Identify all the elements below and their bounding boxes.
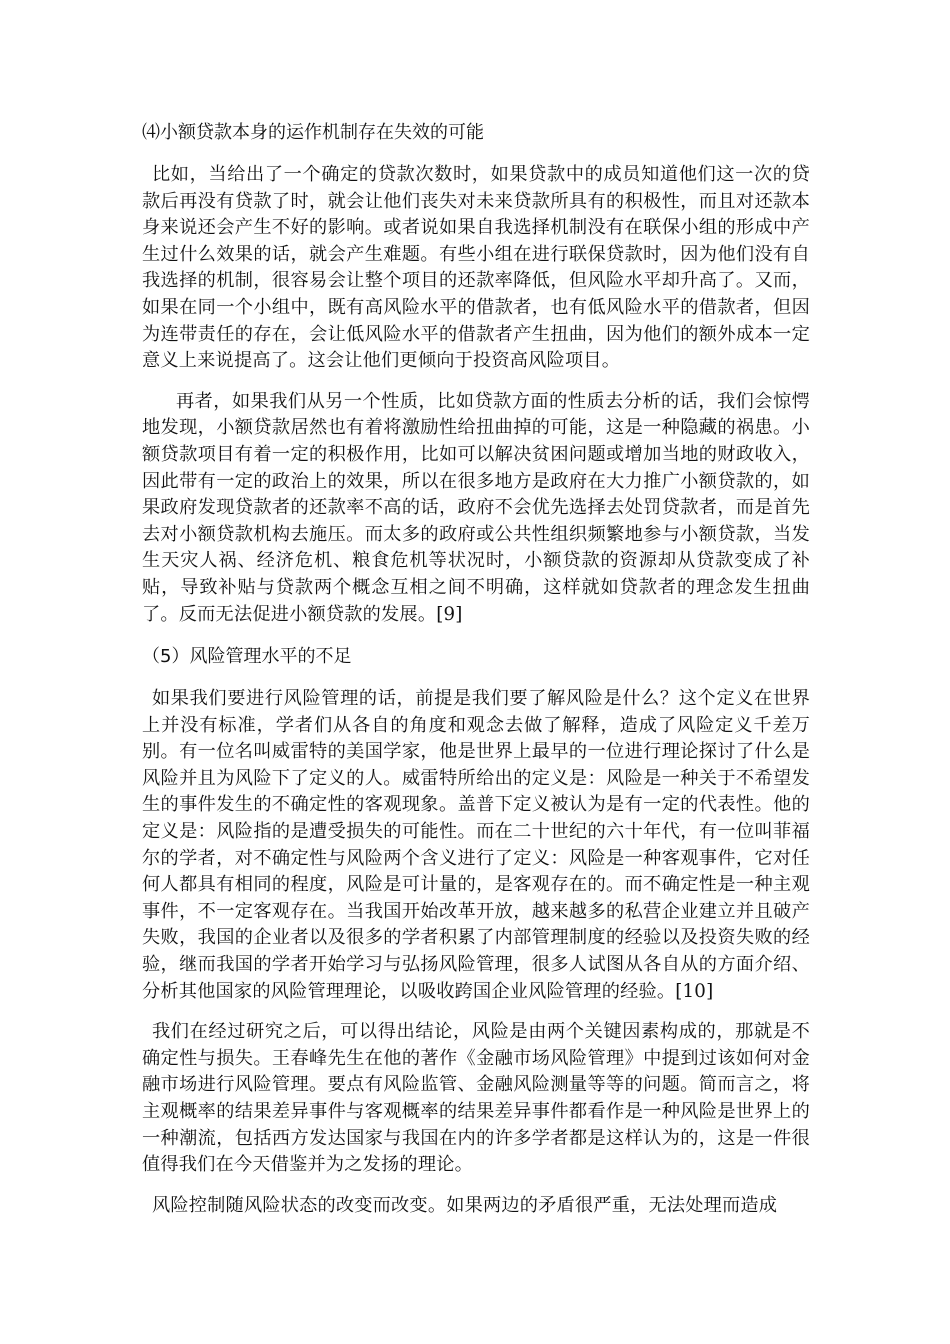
- paragraph-loan-mechanism: 比如，当给出了一个确定的贷款次数时，如果贷款中的成员知道他们这一次的贷款后再没有贷款了时，就会让他们丧失对未来贷款所具有的积极性，而且对还款本身来说还会产生不好的影响。或者说如果自我选择机制没有在联保小组的形成中产生过什么效果的话，就会产生难题。有些小组在进行联保贷款时，因为他们没有自我选择的机制，很容易会让整个项目的还款率降低，但风险水平却升高了。又而，如果在同一个小组中，既有高风险水平的借款者，也有低风险水平的借款者，但因为连带责任的存在，会让低风险水平的借款者产生扭曲，因为他们的额外成本一定意义上来说提高了。这会让他们更倾向于投资高风险项目。: [142, 164, 810, 372]
- paragraph-risk-conclusion: 我们在经过研究之后，可以得出结论，风险是由两个关键因素构成的，那就是不确定性与损失。王春峰先生在他的著作《金融市场风险管理》中提到过该如何对金融市场进行风险管理。要点有风险监管、金融风险测量等等的问题。简而言之，将主观概率的结果差异事件与客观概率的结果差异事件都看作是一种风险是世界上的一种潮流，包括西方发达国家与我国在内的许多学者都是这样认为的，这是一件很值得我们在今天借鉴并为之发扬的理论。: [142, 1021, 810, 1176]
- paragraph-incentive-distortion: 再者，如果我们从另一个性质，比如贷款方面的性质去分析的话，我们会惊愕地发现，小额贷款居然也有着将激励性给扭曲掉的可能，这是一种隐藏的祸患。小额贷款项目有着一定的积极作用，比如可以解决贫困问题或增加当地的财政收入，因此带有一定的政治上的效果，所以在很多地方是政府在大力推广小额贷款的，如果政府发现贷款者的还款率不高的话，政府不会优先选择去处罚贷款者，而是首先去对小额贷款机构去施压。而太多的政府或公共性组织频繁地参与小额贷款，当发生天灾人祸、经济危机、粮食危机等状况时，小额贷款的资源却从贷款变成了补贴，导致补贴与贷款两个概念互相之间不明确，这样就如贷款者的理念发生扭曲了。反而无法促进小额贷款的发展。[9]: [142, 390, 810, 625]
- section-heading-4: ⑷小额贷款本身的运作机制存在失效的可能: [142, 122, 484, 143]
- section-heading-5: （5）风险管理水平的不足: [142, 646, 352, 668]
- paragraph-risk-control: 风险控制随风险状态的改变而改变。如果两边的矛盾很严重，无法处理而造成: [152, 1194, 778, 1216]
- paragraph-risk-definition: 如果我们要进行风险管理的话，前提是我们要了解风险是什么？这个定义在世界上并没有标准，学者们从各自的角度和观念去做了解释，造成了风险定义千差万别。有一位名叫威雷特的美国学家，他是世界上最早的一位进行理论探讨了什么是风险并且为风险下了定义的人。威雷特所给出的定义是：风险是一种关于不希望发生的事件发生的不确定性的客观现象。盖普下定义被认为是有一定的代表性。他的定义是：风险指的是遭受损失的可能性。而在二十世纪的六十年代，有一位叫菲福尔的学者，对不确定性与风险两个含义进行了定义：风险是一种客观事件，它对任何人都具有相同的程度，风险是可计量的，是客观存在的。而不确定性是一种主观事件，不一定客观存在。当我国开始改革开放，越来越多的私营企业建立并且破产失败，我国的企业者以及很多的学者积累了内部管理制度的经验以及投资失败的经验，继而我国的学者开始学习与弘扬风险管理，很多人试图从各自从的方面介绍、分析其他国家的风险管理理论，以吸收跨国企业风险管理的经验。[10]: [142, 688, 810, 1002]
- document-page: [142, 118, 810, 1233]
